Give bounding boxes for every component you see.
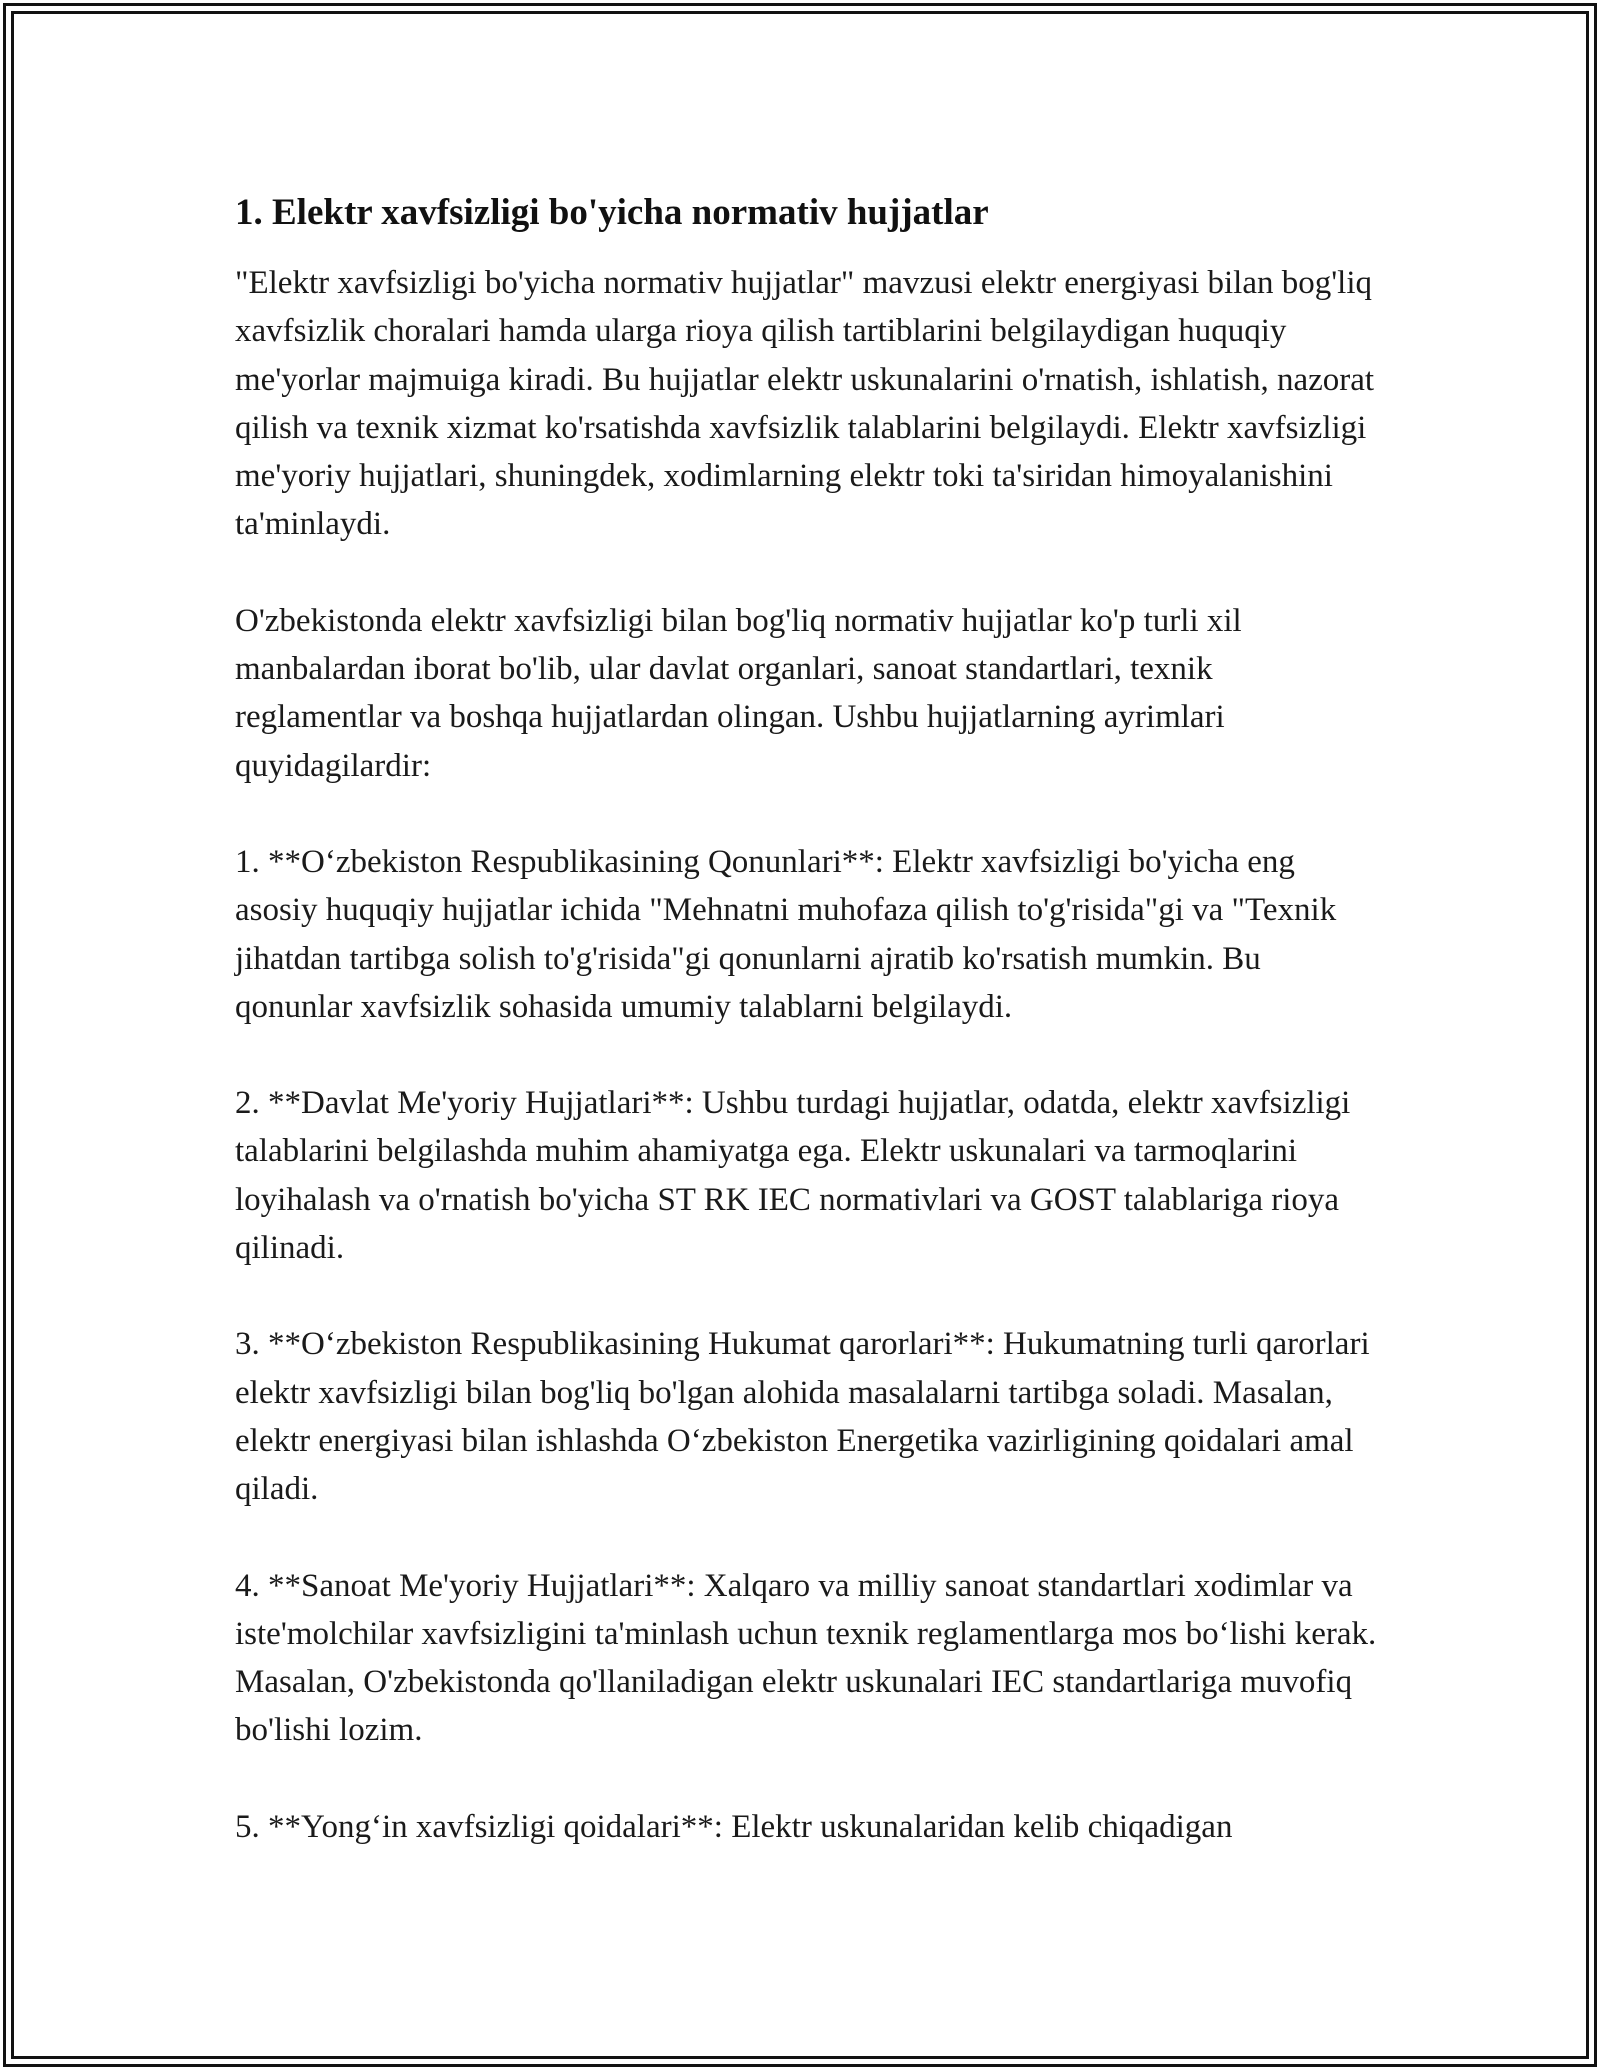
paragraph-intro: "Elektr xavfsizligi bo'yicha normativ hujjatlar" mavzusi elektr energiyasi bilan bog'liq xavfsizlik choralari hamda ularga rioya qilish tartiblarini belgilaydigan huquqiy me'yorlar majmuiga kiradi. Bu hujjatlar elektr uskunalarini o'rnatish, ishlatish, nazorat qilish va texnik xizmat ko'rsatishda xavfsizlik talablarini belgilaydi. Elektr xavfsizligi me'yoriy hujjatlari, shuningdek, xodimlarning elektr toki ta'siridan himoyalanishini ta'minlaydi. [235, 265, 1375, 543]
section-heading: 1. Elektr xavfsizligi bo'yicha normativ hujjatlar [235, 192, 989, 233]
list-item-government-decisions: 3. **O‘zbekiston Respublikasining Hukumat qarorlari**: Hukumatning turli qarorlari elektr xavfsizligi bilan bog'liq bo'lgan alohida masalalarni tartibga soladi. Masalan, elektr energiyasi bilan ishlashda O‘zbekiston Energetika vazirligining qoidalari amal qiladi. [235, 1326, 1370, 1508]
list-item-industry-standards: 4. **Sanoat Me'yoriy Hujjatlari**: Xalqaro va milliy sanoat standartlari xodimlar va iste'molchilar xavfsizligini ta'minlash uchun texnik reglamentlarga mos bo‘lishi kerak. Masalan, O'zbekistonda qo'llaniladigan elektr uskunalari IEC standartlariga muvofiq bo'lishi lozim. [235, 1567, 1377, 1749]
list-item-fire-safety: 5. **Yong‘in xavfsizligi qoidalari**: Elektr uskunalaridan kelib chiqadigan [235, 1808, 1233, 1845]
paragraph-sources: O'zbekistonda elektr xavfsizligi bilan bog'liq normativ hujjatlar ko'p turli xil manbalardan iborat bo'lib, ular davlat organlari, sanoat standartlari, texnik reglamentlar va boshqa hujjatlardan olingan. Ushbu hujjatlarning ayrimlari quyidagilardir: [235, 602, 1242, 784]
list-item-laws: 1. **O‘zbekiston Respublikasining Qonunlari**: Elektr xavfsizligi bo'yicha eng asosiy huquqiy hujjatlar ichida "Mehnatni muhofaza qilish to'g'risida"gi va "Texnik jihatdan tartibga solish to'g'risida"gi qonunlarni ajratib ko'rsatish mumkin. Bu qonunlar xavfsizlik sohasida umumiy talablarni belgilaydi. [235, 843, 1337, 1025]
document-body [235, 185, 1385, 1899]
list-item-state-standards: 2. **Davlat Me'yoriy Hujjatlari**: Ushbu turdagi hujjatlar, odatda, elektr xavfsizligi talablarini belgilashda muhim ahamiyatga ega. Elektr uskunalari va tarmoqlarini loyihalash va o'rnatish bo'yicha ST RK IEC normativlari va GOST talablariga rioya qilinadi. [235, 1085, 1351, 1267]
